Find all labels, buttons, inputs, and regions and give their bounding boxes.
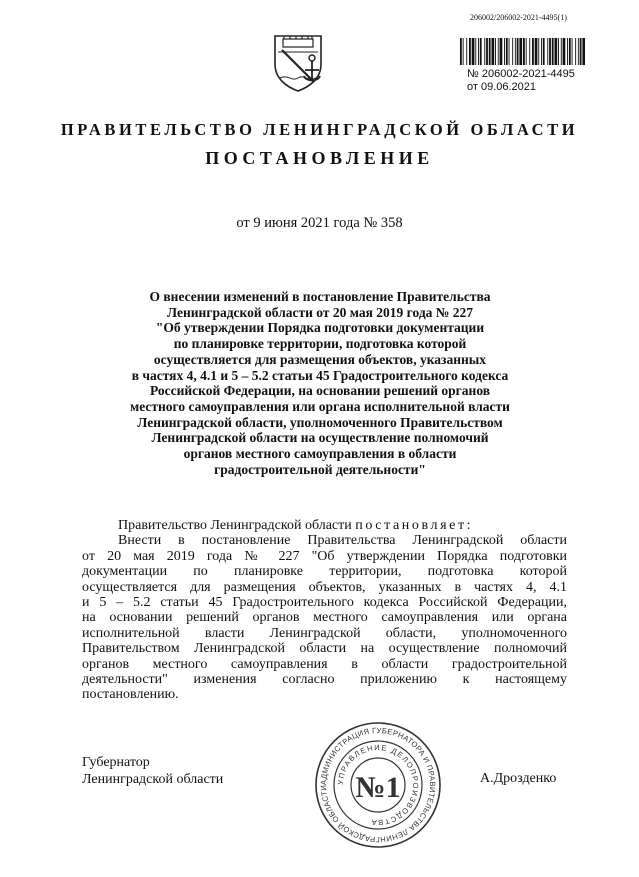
barcode-bar (547, 38, 548, 65)
barcode-bar (561, 38, 562, 65)
barcode-bar (567, 38, 568, 65)
barcode-bar (529, 38, 530, 65)
barcode-bar (472, 38, 475, 65)
signatory-title-line: Губернатор (82, 755, 150, 770)
seal-number: №1 (355, 771, 401, 804)
government-title: ПРАВИТЕЛЬСТВО ЛЕНИНГРАДСКОЙ ОБЛАСТИ (60, 120, 579, 139)
registration-date: от 09.06.2021 (467, 81, 537, 93)
subject-line: Ленинградской области от 20 мая 2019 года № 227 (167, 304, 473, 320)
subject-line: Ленинградской области, уполномоченного Правительством (137, 414, 503, 430)
coat-of-arms-icon (272, 34, 324, 92)
barcode-bar (509, 38, 510, 65)
subject-line: "Об утверждении Порядка подготовки документации (155, 320, 485, 336)
body-line: документации по планировке территории, подготовка которой (82, 564, 567, 580)
subject-line: О внесении изменений в постановление Правительства (149, 289, 491, 304)
barcode-bar (572, 38, 573, 65)
signatory-title-line: Ленинградской области (82, 772, 224, 787)
barcode-bar (498, 38, 499, 65)
subject-line: органов местного самоуправления в области (183, 446, 457, 462)
barcode-bar (506, 38, 508, 65)
body-intro (82, 518, 567, 533)
signatory-title (82, 754, 223, 788)
registration-number (467, 68, 575, 94)
barcode-bar (478, 38, 479, 65)
subject-line: местного самоуправления или органа исполнительной власти (130, 398, 510, 414)
subject-line: Российской Федерации, на основании решений органов (149, 383, 491, 399)
subject-line: по планировке территории, подготовка которой (173, 336, 467, 352)
barcode-bar (558, 38, 559, 65)
official-seal-icon (312, 719, 444, 851)
barcode-bar (460, 38, 462, 65)
body-line: осуществляется для размещения объектов, указанных в частях 4, 4.1 (82, 579, 567, 595)
subject-line: осуществляется для размещения объектов, указанных (153, 351, 487, 367)
registration-stamp-top: 206002/206002-2021-4495(1) (470, 13, 567, 22)
body-line: деятельности" изменения согласно приложению к настоящему (82, 672, 567, 688)
barcode-bar (519, 38, 522, 65)
body-line: на основании решений органов местного самоуправления или органа (82, 610, 567, 626)
body-line: и 5 – 5.2 статьи 45 Градостроительного кодекса Российской Федерации, (82, 595, 567, 611)
barcode-bar (512, 38, 513, 65)
barcode-bar (541, 38, 542, 65)
barcode-bar (535, 38, 538, 65)
barcode-bar (580, 38, 582, 65)
body-line: Внести в постановление Правительства Ленинградской области (118, 533, 567, 549)
body-line: постановлению. (82, 687, 179, 703)
barcode-icon (460, 38, 585, 65)
barcode-bar (552, 38, 554, 65)
subject-line: Ленинградской области на осуществление полномочий (151, 430, 489, 446)
barcode-bar (538, 38, 539, 65)
body-line: исполнительной власти Ленинградской области, уполномоченного (82, 625, 567, 641)
body-line: от 20 мая 2019 года № 227 "Об утверждении Порядка подготовки (82, 548, 567, 564)
barcode-bar (515, 38, 516, 65)
barcode-bar (486, 38, 488, 65)
barcode-bar (504, 38, 505, 65)
barcode-bar (532, 38, 534, 65)
barcode-bar (469, 38, 471, 65)
barcode-bar (517, 38, 519, 65)
barcode-bar (466, 38, 467, 65)
barcode-bar (492, 38, 495, 65)
barcode-bar (575, 38, 576, 65)
document-type: ПОСТАНОВЛЕНИЕ (205, 148, 434, 168)
subject-line: градостроительной деятельности" (214, 461, 426, 477)
seal-inner-text: УПРАВЛЕНИЕ ДЕЛОПРОИЗВОДСТВА (335, 742, 421, 828)
barcode-bar (578, 38, 579, 65)
barcode-bar (500, 38, 503, 65)
body-intro-verb: постановляет: (355, 518, 474, 533)
document-body (82, 518, 567, 703)
barcode-bar (569, 38, 571, 65)
barcode-bar (484, 38, 485, 65)
barcode-bar (489, 38, 491, 65)
barcode-bar (563, 38, 566, 65)
barcode-bar (543, 38, 545, 65)
document-date-number: от 9 июня 2021 года № 358 (236, 215, 403, 231)
registration-number-value: № 206002-2021-4495 (467, 68, 575, 80)
document-subject (100, 289, 540, 477)
barcode-bar (523, 38, 525, 65)
subject-line: в частях 4, 4.1 и 5 – 5.2 статьи 45 Градостроительного кодекса (131, 367, 509, 383)
signatory-name: А.Дрозденко (480, 771, 557, 786)
barcode-bar (475, 38, 476, 65)
barcode-bar (549, 38, 551, 65)
barcode-bar (480, 38, 482, 65)
barcode-bar (555, 38, 558, 65)
body-line: органов местного самоуправления в области градостроительной (82, 656, 567, 672)
body-intro-text: Правительство Ленинградской области (118, 518, 356, 533)
barcode-bar (463, 38, 464, 65)
body-line: Правительством Ленинградской области на осуществление полномочий (82, 641, 567, 657)
barcode-bar (582, 38, 585, 65)
seal-ring-text: АДМИНИСТРАЦИЯ ГУБЕРНАТОРА И ПРАВИТЕЛЬСТВА ЛЕНИНГРАДСКОЙ ОБЛАСТИ (318, 725, 438, 845)
barcode-bar (526, 38, 527, 65)
barcode-bar (495, 38, 496, 65)
